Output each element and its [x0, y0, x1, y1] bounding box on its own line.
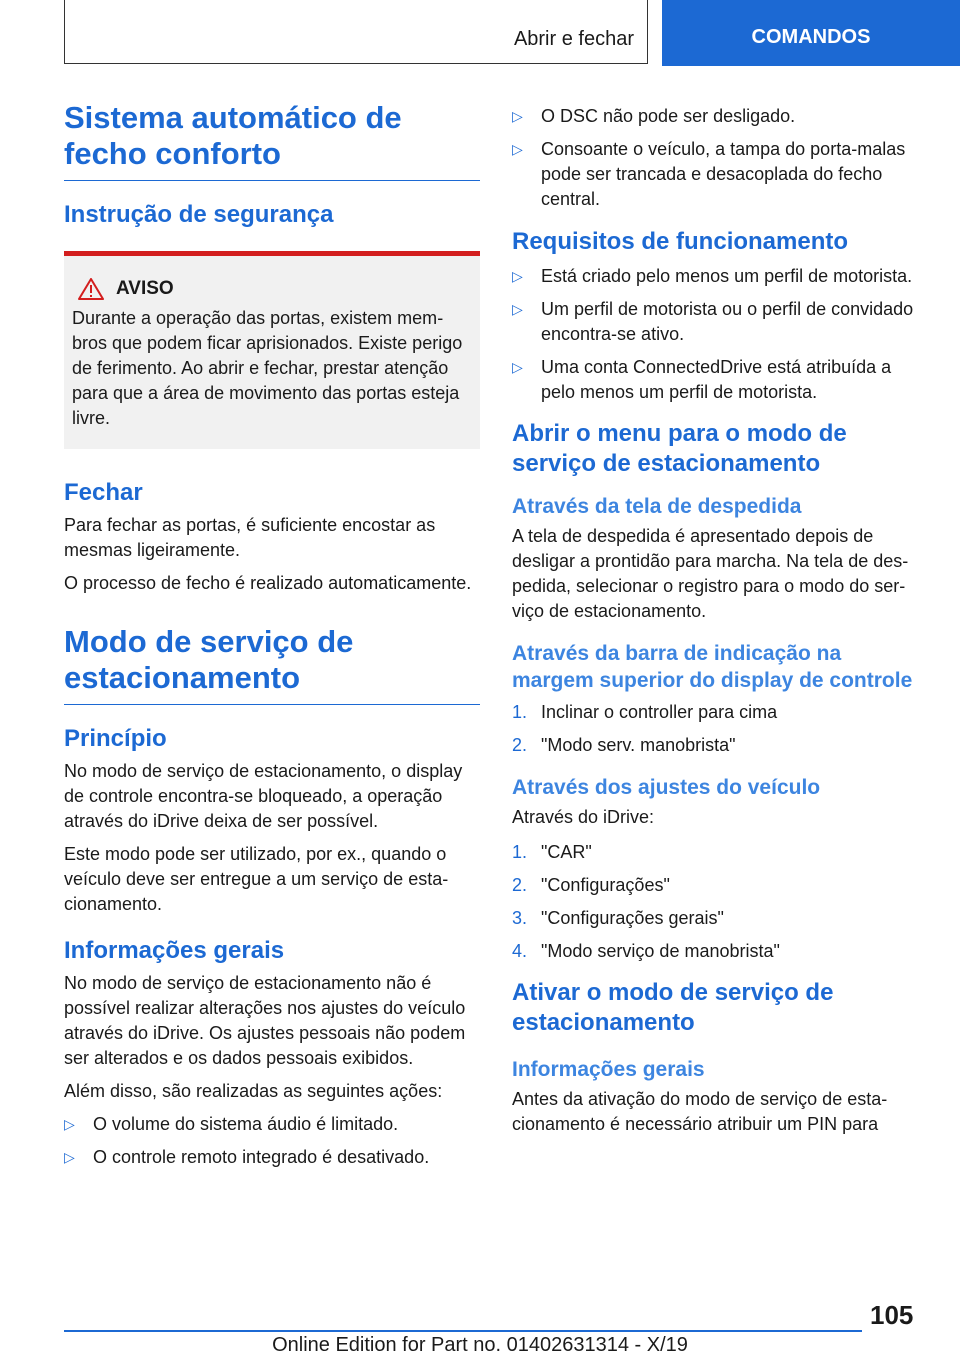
- heading-safety: Instrução de segurança: [64, 201, 334, 228]
- list-item: 2. "Modo serv. manobrista": [512, 735, 736, 755]
- footer-divider: [64, 1330, 862, 1332]
- list-item: ▷ O DSC não pode ser desligado.: [512, 104, 928, 129]
- warning-label: AVISO: [116, 278, 174, 299]
- page-header: [0, 0, 960, 66]
- list-item: ▷ Está criado pelo menos um perfil de motorista.: [512, 264, 928, 289]
- paragraph: Além disso, são realizadas as seguintes ações:: [64, 1081, 443, 1101]
- heading-close: Fechar: [64, 479, 143, 506]
- heading-requirements: Requisitos de funcionamento: [512, 228, 849, 255]
- warning-title: [72, 278, 472, 300]
- heading-general-info: Informações gerais: [512, 1058, 705, 1081]
- paragraph: O processo de fecho é realizado automaticamente.: [64, 573, 472, 593]
- triangle-bullet-icon: ▷: [64, 1116, 75, 1132]
- list-item: ▷ Consoante o veículo, a tampa do porta-malas pode ser trancada e desacoplada do fecho central.: [512, 139, 906, 209]
- page-number: 105: [870, 1300, 914, 1330]
- triangle-bullet-icon: ▷: [512, 359, 523, 375]
- list-item: 4. "Modo serviço de manobrista": [512, 941, 780, 961]
- warning-text: Durante a operação das portas, existem membros que podem ficar aprisionados. Existe perigo de ferimento. Ao abrir e fechar, prestar atenção para que a área de movimento das portas esteja livre.: [72, 308, 463, 428]
- list-item: 2. "Configurações": [512, 875, 670, 895]
- list-item: ▷ Uma conta ConnectedDrive está atribuída a pelo menos um perfil de motorista.: [512, 357, 892, 402]
- paragraph: Este modo pode ser utilizado, por ex., quando o veículo deve ser entregue a um serviço de estacionamento.: [64, 844, 449, 914]
- heading-farewell-screen: Através da tela de despedida: [512, 495, 802, 518]
- heading-status-bar: Através da barra de indicação na margem superior do display de controle: [512, 642, 913, 692]
- edition-note: Online Edition for Part no. 01402631314 - X/19: [272, 1334, 688, 1356]
- triangle-bullet-icon: ▷: [64, 1149, 75, 1165]
- list-item: 1. Inclinar o controller para cima: [512, 702, 778, 722]
- steps-status-bar: [512, 700, 928, 758]
- list-item: ▷ O volume do sistema áudio é limitado.: [64, 1112, 480, 1137]
- list-item: 3. "Configurações gerais": [512, 908, 724, 928]
- paragraph: A tela de despedida é apresentado depois de desligar a prontidão para marcha. Na tela de despedida, selecionar o registro para o modo do serviço de estacionamento.: [512, 526, 909, 621]
- actions-list-continued: [512, 104, 928, 212]
- heading-comfort-closing: Sistema automático de fecho conforto: [64, 100, 480, 181]
- steps-vehicle-settings: [512, 840, 928, 964]
- triangle-bullet-icon: ▷: [512, 108, 523, 124]
- left-column: [64, 100, 480, 1178]
- warning-box: [64, 251, 480, 449]
- list-item: ▷ O controle remoto integrado é desativado.: [64, 1145, 480, 1170]
- paragraph: Para fechar as portas, é suficiente encostar as mesmas ligeiramente.: [64, 515, 436, 560]
- warning-triangle-icon: [78, 278, 104, 300]
- heading-vehicle-settings: Através dos ajustes do veículo: [512, 776, 821, 799]
- heading-principle: Princípio: [64, 725, 167, 752]
- section-title: Abrir e fechar: [513, 28, 634, 50]
- list-item: 1. "CAR": [512, 842, 592, 862]
- triangle-bullet-icon: ▷: [512, 268, 523, 284]
- triangle-bullet-icon: ▷: [512, 141, 523, 157]
- paragraph: Antes da ativação do modo de serviço de estacionamento é necessário atribuir um PIN para: [512, 1089, 888, 1134]
- right-column: [512, 104, 928, 1145]
- triangle-bullet-icon: ▷: [512, 301, 523, 317]
- heading-general-info: Informações gerais: [64, 937, 285, 964]
- heading-activate-valet: Ativar o modo de serviço de estacionamento: [512, 979, 834, 1036]
- paragraph: Através do iDrive:: [512, 807, 655, 827]
- paragraph: No modo de serviço de estacionamento, o display de controle encontra-se bloqueado, a operação através do iDrive deixa de ser possível.: [64, 761, 463, 831]
- requirements-list: [512, 264, 928, 405]
- actions-list: [64, 1112, 480, 1170]
- heading-open-menu: Abrir o menu para o modo de serviço de estacionamento: [512, 420, 847, 477]
- paragraph: No modo de serviço de estacionamento não é possível realizar alterações nos ajustes do veículo através do iDrive. Os ajustes pessoais não podem ser alterados e os dados pessoais exibidos.: [64, 973, 466, 1068]
- heading-valet-mode: Modo de serviço de estacionamento: [64, 624, 480, 705]
- chapter-tab: COMANDOS: [662, 0, 960, 66]
- list-item: ▷ Um perfil de motorista ou o perfil de convidado encontra-se ativo.: [512, 299, 914, 344]
